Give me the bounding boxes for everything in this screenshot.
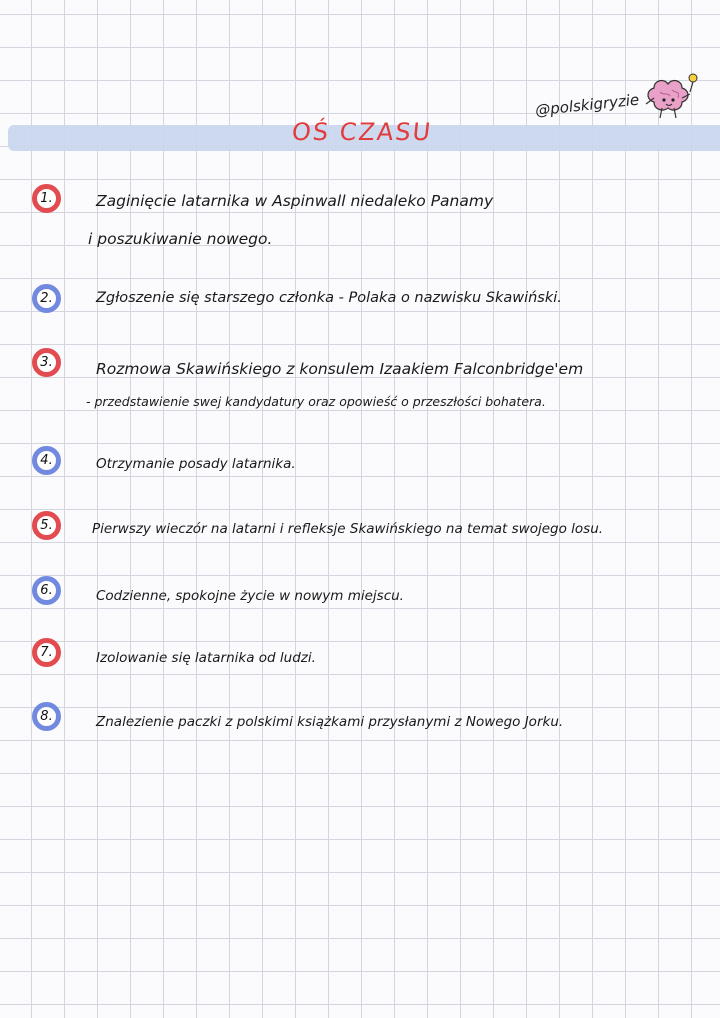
item-text: Pierwszy wieczór na latarni i refleksje Skawińskiego na temat swojego losu. <box>92 521 604 537</box>
number-badge: 6. <box>32 576 61 605</box>
item-text: Znalezienie paczki z polskimi książkami przysłanymi z Nowego Jorku. <box>96 714 564 730</box>
number-badge: 3. <box>32 348 61 377</box>
item-text-continued: - przedstawienie swej kandydatury oraz opowieść o przeszłości bohatera. <box>86 394 546 409</box>
item-text: Codzienne, spokojne życie w nowym miejscu. <box>96 588 404 604</box>
item-text: Zaginięcie latarnika w Aspinwall niedaleko Panamy <box>96 192 494 210</box>
number-badge: 8. <box>32 702 61 731</box>
item-text: Izolowanie się latarnika od ludzi. <box>96 650 316 666</box>
brain-mascot-icon <box>640 70 702 126</box>
number-badge: 5. <box>32 511 61 540</box>
item-text: Rozmowa Skawińskiego z konsulem Izaakiem Falconbridge'em <box>96 360 584 378</box>
page-title: OŚ CZASU <box>290 118 434 146</box>
number-badge: 4. <box>32 446 61 475</box>
item-text: Zgłoszenie się starszego członka - Polaka o nazwisku Skawiński. <box>96 290 562 306</box>
number-badge: 7. <box>32 638 61 667</box>
item-text: Otrzymanie posady latarnika. <box>96 456 296 472</box>
item-text-continued: i poszukiwanie nowego. <box>88 230 273 248</box>
author-handle: @polskigryzie <box>534 90 641 120</box>
number-badge: 2. <box>32 284 61 313</box>
number-badge: 1. <box>32 184 61 213</box>
